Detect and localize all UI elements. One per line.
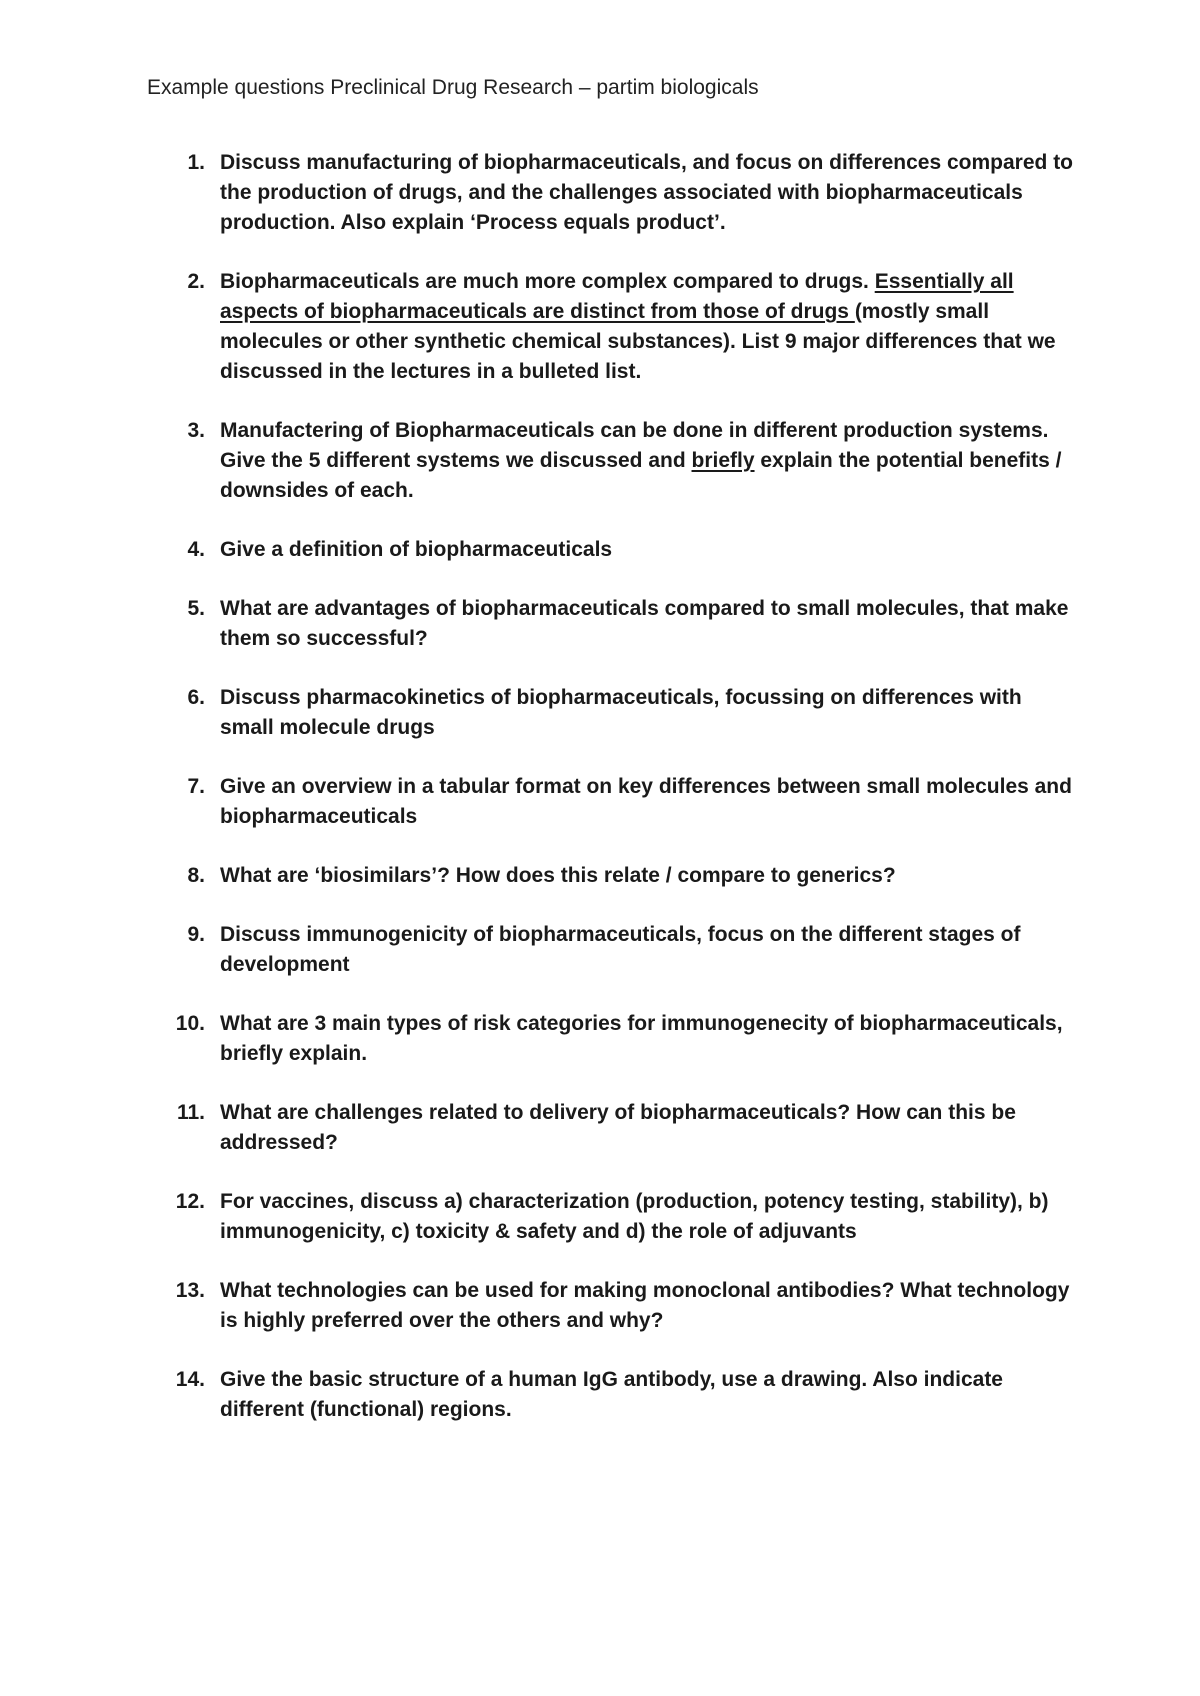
question-number: 9. <box>187 923 205 946</box>
question-text <box>220 416 1080 506</box>
question-text: What are ‘biosimilars’? How does this relate / compare to generics? <box>220 864 896 887</box>
question-text-part: Biopharmaceuticals are much more complex compared to drugs. <box>220 270 875 293</box>
document-title: Example questions Preclinical Drug Research – partim biologicals <box>147 76 759 99</box>
question-number: 4. <box>187 538 205 561</box>
question-item <box>0 1365 1200 1425</box>
question-item <box>0 267 1200 387</box>
question-item <box>0 1187 1200 1247</box>
question-text: What are challenges related to delivery of biopharmaceuticals? How can this be addressed? <box>220 1101 1016 1154</box>
question-number: 8. <box>187 864 205 887</box>
question-item <box>0 1098 1200 1158</box>
question-number: 14. <box>175 1368 205 1391</box>
question-item <box>0 920 1200 980</box>
question-text <box>220 267 1080 387</box>
question-number: 11. <box>176 1101 205 1124</box>
question-list <box>0 148 1200 1454</box>
question-number: 13. <box>175 1279 205 1302</box>
question-text: Discuss immunogenicity of biopharmaceuticals, focus on the different stages of development <box>220 923 1021 976</box>
question-text: What are 3 main types of risk categories for immunogenecity of biopharmaceuticals, briefly explain. <box>220 1012 1063 1065</box>
question-number: 7. <box>187 775 205 798</box>
question-number: 10. <box>175 1012 205 1035</box>
question-number: 5. <box>187 597 205 620</box>
question-text-part: (mostly small molecules or other synthetic chemical substances). List 9 major differences that we discussed in the lectures in a bulleted list. <box>220 300 1056 383</box>
question-item <box>0 535 1200 565</box>
question-text-part: explain the potential benefits / downsides of each. <box>220 449 1062 502</box>
question-text: Give a definition of biopharmaceuticals <box>220 538 613 561</box>
question-text-underlined: briefly <box>691 449 755 472</box>
question-text: Give an overview in a tabular format on key differences between small molecules and biopharmaceuticals <box>220 775 1072 828</box>
question-number: 2. <box>187 270 205 293</box>
question-item <box>0 148 1200 238</box>
question-number: 12. <box>175 1190 205 1213</box>
question-text-part: Manufactering of Biopharmaceuticals can be done in different production systems. Give the 5 different systems we discussed and <box>220 419 1049 472</box>
question-item <box>0 861 1200 891</box>
question-text-underlined: Essentially all aspects of biopharmaceuticals are distinct from those of drugs <box>220 270 1014 323</box>
question-item <box>0 1009 1200 1069</box>
question-item <box>0 594 1200 654</box>
question-text: Give the basic structure of a human IgG antibody, use a drawing. Also indicate different (functional) regions. <box>220 1368 1003 1421</box>
question-number: 1. <box>187 151 205 174</box>
question-item <box>0 772 1200 832</box>
question-number: 3. <box>187 419 205 442</box>
question-item <box>0 416 1200 506</box>
question-item <box>0 683 1200 743</box>
question-text: For vaccines, discuss a) characterization (production, potency testing, stability), b) immunogenicity, c) toxicity & safety and d) the role of adjuvants <box>220 1190 1049 1243</box>
question-number: 6. <box>187 686 205 709</box>
question-text: Discuss manufacturing of biopharmaceuticals, and focus on differences compared to the production of drugs, and the challenges associated with biopharmaceuticals production. Also explain ‘Process equals product’. <box>220 151 1074 234</box>
question-item <box>0 1276 1200 1336</box>
question-text: What are advantages of biopharmaceuticals compared to small molecules, that make them so successful? <box>220 597 1069 650</box>
question-text: What technologies can be used for making monoclonal antibodies? What technology is highly preferred over the others and why? <box>220 1279 1070 1332</box>
question-text: Discuss pharmacokinetics of biopharmaceuticals, focussing on differences with small molecule drugs <box>220 686 1022 739</box>
